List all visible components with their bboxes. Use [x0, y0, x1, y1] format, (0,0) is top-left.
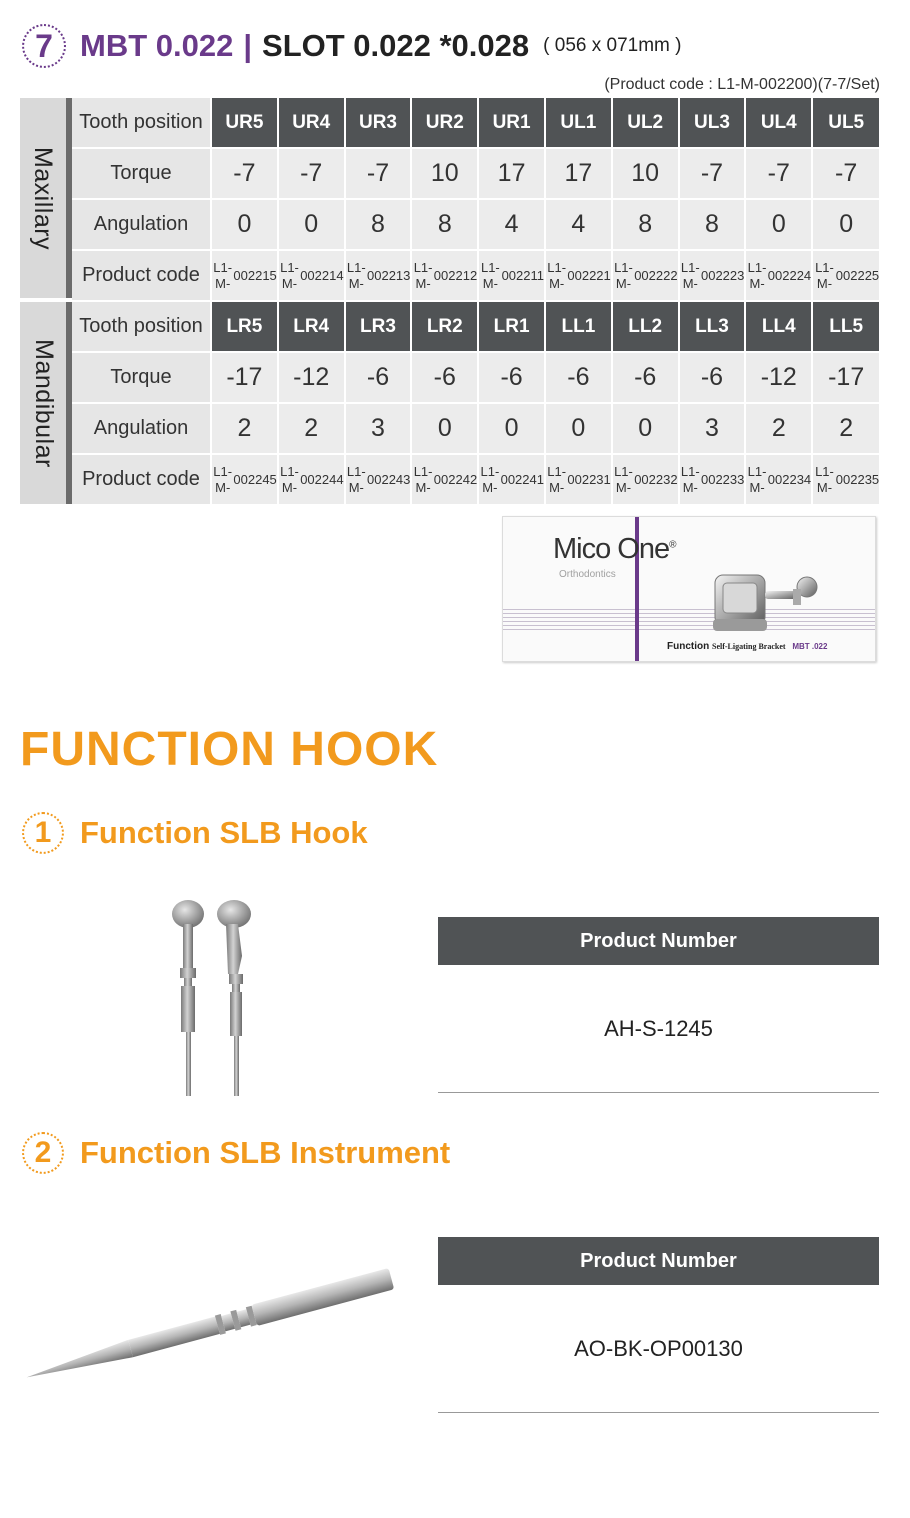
- code-number: 002242: [433, 471, 478, 487]
- slb-hook-image: [166, 896, 256, 1102]
- item-number-badge: 2: [22, 1132, 64, 1174]
- tooth-cell: UL2: [613, 98, 678, 147]
- slb-instrument-image: [18, 1268, 404, 1388]
- tooth-cell: UL1: [546, 98, 611, 147]
- title-separator: |: [243, 28, 253, 63]
- code-number: 002234: [767, 471, 812, 487]
- code-prefix: L1-M-: [614, 463, 633, 495]
- angulation-cell: 0: [746, 200, 811, 249]
- package-caption: Function Self-Ligating Bracket MBT .022: [667, 641, 828, 652]
- tooth-cell: LR1: [479, 302, 544, 351]
- product-code-cell: [346, 455, 411, 504]
- function-hook-title: FUNCTION HOOK: [20, 723, 439, 776]
- code-prefix: L1-M-: [614, 259, 633, 291]
- code-prefix: L1-M-: [680, 259, 700, 291]
- tooth-cell: LR3: [346, 302, 411, 351]
- code-number: 002245: [233, 471, 277, 487]
- angulation-cell: 0: [546, 404, 611, 453]
- maxillary-product-code-row: [72, 251, 880, 300]
- mandibular-angulation-row: [72, 404, 880, 453]
- torque-cell: -7: [212, 149, 277, 198]
- item-header-hook: [22, 812, 368, 854]
- item-name: Function SLB Hook: [80, 815, 368, 850]
- tooth-cell: LL4: [746, 302, 811, 351]
- item-name: Function SLB Instrument: [80, 1135, 451, 1170]
- product-code-cell: [212, 455, 277, 504]
- torque-cell: 10: [613, 149, 678, 198]
- torque-cell: 17: [479, 149, 544, 198]
- torque-cell: -7: [680, 149, 745, 198]
- product-number-header: Product Number: [438, 1237, 879, 1285]
- angulation-cell: 0: [479, 404, 544, 453]
- tooth-cell: UR2: [412, 98, 477, 147]
- product-code-cell: [746, 251, 811, 300]
- code-number: 002244: [300, 471, 344, 487]
- tooth-cell: LL3: [680, 302, 745, 351]
- torque-cell: -6: [546, 353, 611, 402]
- tooth-cell: LL2: [613, 302, 678, 351]
- angulation-cell: 0: [212, 200, 277, 249]
- row-label: Tooth position: [72, 302, 210, 351]
- code-number: 002211: [501, 267, 544, 283]
- angulation-cell: 0: [412, 404, 477, 453]
- product-number-value: AH-S-1245: [438, 965, 879, 1093]
- code-number: 002235: [835, 471, 880, 487]
- code-number: 002224: [767, 267, 812, 283]
- product-code-cell: [680, 455, 745, 504]
- code-prefix: L1-M-: [747, 259, 767, 291]
- row-label: Product code: [72, 251, 210, 300]
- product-code-cell: [279, 251, 344, 300]
- product-code-cell: [680, 251, 745, 300]
- section-number-badge: 7: [22, 24, 66, 68]
- product-number-header: Product Number: [438, 917, 879, 965]
- torque-cell: -6: [680, 353, 745, 402]
- product-code-cell: [746, 455, 811, 504]
- torque-cell: -6: [479, 353, 544, 402]
- torque-cell: -6: [613, 353, 678, 402]
- brand-logo: Mico One®: [553, 533, 676, 565]
- maxillary-side-label: Maxillary: [20, 98, 66, 298]
- product-code-cell: [613, 455, 678, 504]
- angulation-cell: 8: [346, 200, 411, 249]
- angulation-cell: 8: [680, 200, 745, 249]
- angulation-cell: 8: [412, 200, 477, 249]
- code-prefix: L1-M-: [213, 259, 233, 291]
- code-prefix: L1-M-: [680, 463, 700, 495]
- angulation-cell: 2: [813, 404, 879, 453]
- bracket-spec-table: [20, 98, 880, 504]
- code-number: 002231: [567, 471, 611, 487]
- torque-cell: -7: [279, 149, 344, 198]
- torque-cell: -6: [412, 353, 477, 402]
- angulation-cell: 2: [212, 404, 277, 453]
- code-prefix: L1-M-: [480, 259, 500, 291]
- code-number: 002232: [634, 471, 678, 487]
- product-code-cell: [346, 251, 411, 300]
- code-number: 002215: [233, 267, 277, 283]
- tooth-cell: LR5: [212, 302, 277, 351]
- angulation-cell: 4: [479, 200, 544, 249]
- code-prefix: L1-M-: [280, 259, 299, 291]
- code-number: 002243: [367, 471, 411, 487]
- tooth-cell: LR4: [279, 302, 344, 351]
- code-prefix: L1-M-: [346, 463, 366, 495]
- code-number: 002213: [367, 267, 411, 283]
- spec-grid: [72, 98, 880, 506]
- code-prefix: L1-M-: [747, 463, 767, 495]
- code-prefix: L1-M-: [413, 463, 433, 495]
- tooth-cell: LL5: [813, 302, 879, 351]
- product-code-cell: [546, 251, 611, 300]
- tooth-cell: UL4: [746, 98, 811, 147]
- maxillary-angulation-row: [72, 200, 880, 249]
- code-number: 002225: [835, 267, 880, 283]
- torque-cell: -7: [813, 149, 879, 198]
- bracket-icon: [709, 561, 829, 641]
- tooth-cell: UR5: [212, 98, 277, 147]
- row-label: Torque: [72, 149, 210, 198]
- row-label: Tooth position: [72, 98, 210, 147]
- mandibular-tooth-position-row: [72, 302, 880, 351]
- row-label: Angulation: [72, 404, 210, 453]
- item-number-badge: 1: [22, 812, 64, 854]
- mandibular-torque-row: [72, 353, 880, 402]
- maxillary-tooth-position-row: [72, 98, 880, 147]
- code-prefix: L1-M-: [547, 463, 567, 495]
- torque-cell: 10: [412, 149, 477, 198]
- product-code-cell: [479, 251, 544, 300]
- product-code-cell: [412, 455, 477, 504]
- angulation-cell: 3: [346, 404, 411, 453]
- code-prefix: L1-M-: [815, 259, 834, 291]
- torque-cell: -17: [813, 353, 879, 402]
- code-number: 002212: [433, 267, 478, 283]
- code-number: 002221: [567, 267, 611, 283]
- product-code-cell: [412, 251, 477, 300]
- product-code-cell: [813, 455, 879, 504]
- code-number: 002241: [500, 471, 544, 487]
- tooth-cell: UL3: [680, 98, 745, 147]
- code-number: 002214: [300, 267, 344, 283]
- code-prefix: L1-M-: [480, 463, 500, 495]
- maxillary-torque-row: [72, 149, 880, 198]
- section-header: [22, 24, 681, 68]
- tooth-cell: UR4: [279, 98, 344, 147]
- code-number: 002223: [700, 267, 745, 283]
- product-number-box-hook: [438, 917, 879, 1093]
- product-number-value: AO-BK-OP00130: [438, 1285, 879, 1413]
- code-prefix: L1-M-: [815, 463, 834, 495]
- tooth-cell: LL1: [546, 302, 611, 351]
- angulation-cell: 2: [279, 404, 344, 453]
- torque-cell: -12: [746, 353, 811, 402]
- product-code-cell: [813, 251, 879, 300]
- product-code-cell: [479, 455, 544, 504]
- row-label: Product code: [72, 455, 210, 504]
- code-prefix: L1-M-: [280, 463, 299, 495]
- tooth-cell: UR1: [479, 98, 544, 147]
- tooth-cell: UR3: [346, 98, 411, 147]
- code-number: 002222: [634, 267, 678, 283]
- product-code-cell: [613, 251, 678, 300]
- row-label: Torque: [72, 353, 210, 402]
- torque-cell: -7: [746, 149, 811, 198]
- mandibular-product-code-row: [72, 455, 880, 504]
- code-prefix: L1-M-: [413, 259, 433, 291]
- torque-cell: -12: [279, 353, 344, 402]
- brand-subtitle: Orthodontics: [559, 569, 616, 580]
- product-package-image: [502, 516, 876, 662]
- title-slot: SLOT 0.022 *0.028: [262, 28, 530, 63]
- angulation-cell: 0: [813, 200, 879, 249]
- torque-cell: -6: [346, 353, 411, 402]
- tooth-cell: UL5: [813, 98, 879, 147]
- code-prefix: L1-M-: [346, 259, 366, 291]
- set-product-code: (Product code : L1-M-002200)(7-7/Set): [604, 76, 880, 93]
- torque-cell: -7: [346, 149, 411, 198]
- code-number: 002233: [700, 471, 745, 487]
- product-code-cell: [279, 455, 344, 504]
- angulation-cell: 4: [546, 200, 611, 249]
- angulation-cell: 2: [746, 404, 811, 453]
- code-prefix: L1-M-: [547, 259, 567, 291]
- angulation-cell: 0: [613, 404, 678, 453]
- title-dimensions: ( 056 x 071mm ): [543, 35, 682, 56]
- torque-cell: 17: [546, 149, 611, 198]
- torque-cell: -17: [212, 353, 277, 402]
- tooth-cell: LR2: [412, 302, 477, 351]
- angulation-cell: 3: [680, 404, 745, 453]
- angulation-cell: 0: [279, 200, 344, 249]
- item-header-instrument: [22, 1132, 450, 1174]
- mandibular-side-label: Mandibular: [20, 302, 66, 504]
- product-code-cell: [212, 251, 277, 300]
- angulation-cell: 8: [613, 200, 678, 249]
- product-number-box-instrument: [438, 1237, 879, 1413]
- row-label: Angulation: [72, 200, 210, 249]
- title-mbt: MBT 0.022: [80, 28, 234, 63]
- product-code-cell: [546, 455, 611, 504]
- code-prefix: L1-M-: [213, 463, 233, 495]
